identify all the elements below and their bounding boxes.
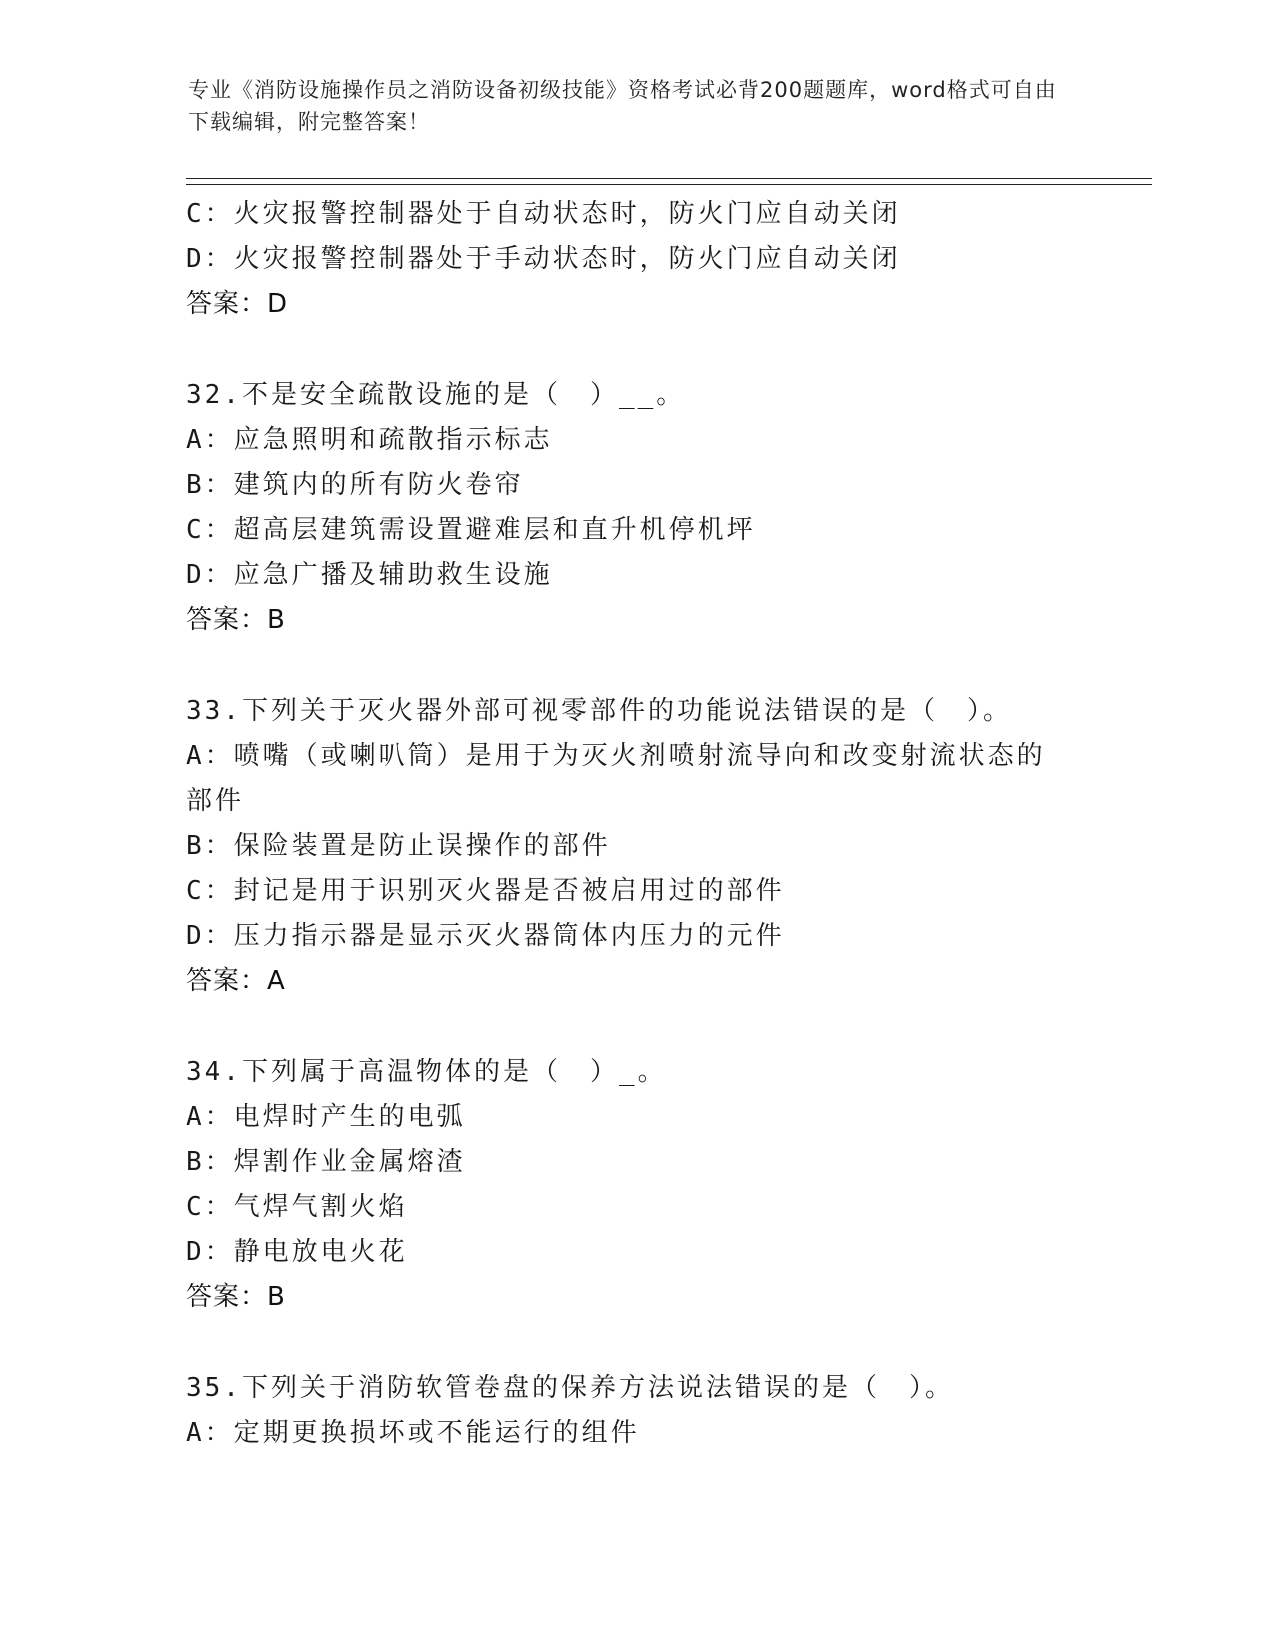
answer-label: 答案：B (186, 605, 286, 635)
question-stem: 35.下列关于消防软管卷盘的保养方法说法错误的是（ ）。 (186, 1373, 954, 1403)
option-b: B：保险装置是防止误操作的部件 (186, 831, 611, 861)
option-c: C：火灾报警控制器处于自动状态时，防火门应自动关闭 (186, 199, 901, 229)
page-header: 专业《消防设施操作员之消防设备初级技能》资格考试必背200题题库，word格式可自由下载编辑，附完整答案！ (188, 78, 1057, 134)
question-stem: 33.下列关于灭火器外部可视零部件的功能说法错误的是（ ）。 (186, 696, 1012, 726)
option-b: B：焊割作业金属熔渣 (186, 1147, 466, 1177)
answer-label: 答案：B (186, 1282, 286, 1312)
option-d: D：压力指示器是显示灭火器筒体内压力的元件 (186, 921, 785, 951)
question-32 (186, 373, 1086, 643)
question-34 (186, 1050, 1086, 1320)
header-divider-bottom (186, 184, 1152, 185)
option-c: C：封记是用于识别灭火器是否被启用过的部件 (186, 876, 785, 906)
header-divider-top (186, 178, 1152, 179)
option-d: D：应急广播及辅助救生设施 (186, 560, 553, 590)
option-c: C：气焊气割火焰 (186, 1192, 408, 1222)
answer-label: 答案：A (186, 966, 286, 996)
question-33 (186, 689, 1086, 1004)
option-a: A：应急照明和疏散指示标志 (186, 425, 553, 455)
option-b: B：建筑内的所有防火卷帘 (186, 470, 524, 500)
option-c: C：超高层建筑需设置避难层和直升机停机坪 (186, 515, 756, 545)
option-a: A：电焊时产生的电弧 (186, 1102, 466, 1132)
question-35 (186, 1366, 1086, 1456)
question-list (186, 192, 1086, 1456)
question-31-fragment (186, 192, 1086, 327)
option-d: D：静电放电火花 (186, 1237, 408, 1267)
option-d: D：火灾报警控制器处于手动状态时，防火门应自动关闭 (186, 244, 901, 274)
answer-label: 答案：D (186, 289, 289, 319)
option-a: A：喷嘴（或喇叭筒）是用于为灭火剂喷射流导向和改变射流状态的部件 (186, 741, 1046, 816)
question-stem: 34.下列属于高温物体的是（ ）_。 (186, 1057, 667, 1087)
question-stem: 32.不是安全疏散设施的是（ ）__。 (186, 380, 686, 410)
option-a: A：定期更换损坏或不能运行的组件 (186, 1418, 640, 1448)
